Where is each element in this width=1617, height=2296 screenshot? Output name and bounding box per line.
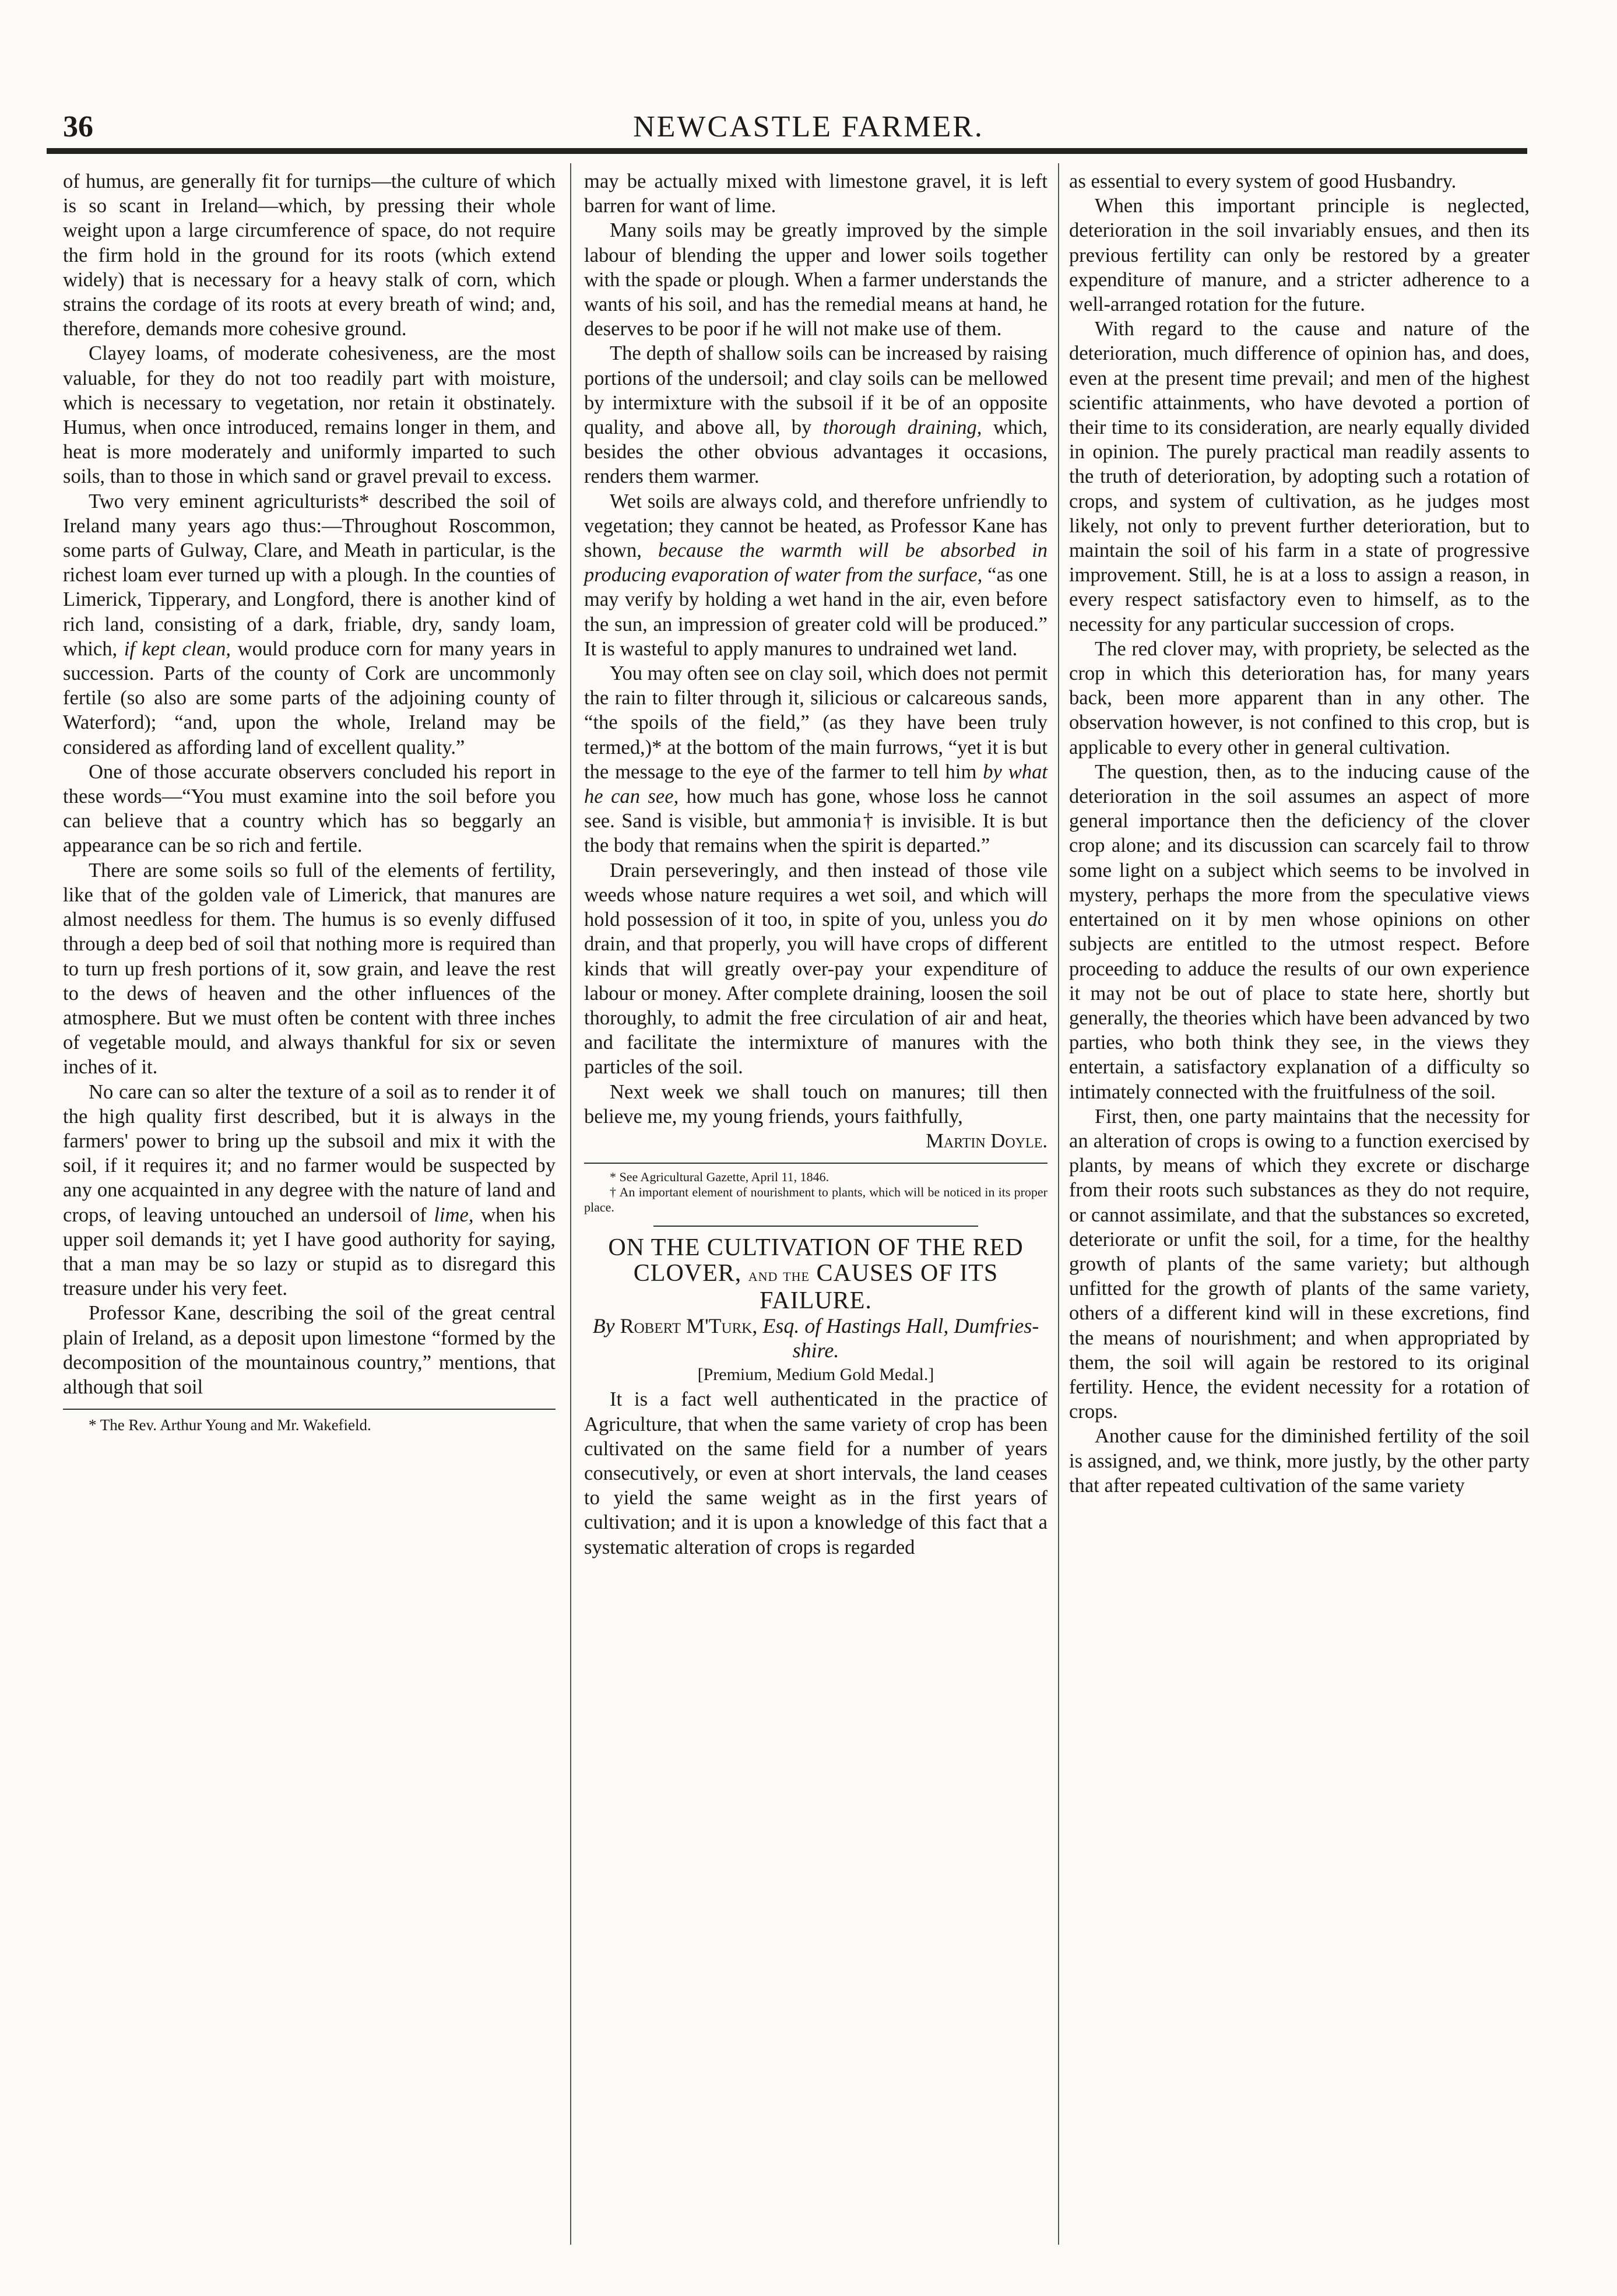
- premium-note: [Premium, Medium Gold Medal.]: [697, 1365, 934, 1385]
- paragraph: Another cause for the diminished fertility of the soil is assigned, and, we think, more justly, by the other party that after repeated cultivation of the same variety: [1069, 1425, 1530, 1497]
- running-title: NEWCASTLE FARMER.: [633, 110, 984, 143]
- paragraph: Clayey loams, of moderate cohesiveness, are the most valuable, for they do not too readily part with moisture, which is necessary to vegetation, nor retain it obstinately. Humus, when once introduced, remains longer in them, and heat is more moderately and uniformly imparted to such soils, than to those in which sand or gravel prevail to excess.: [63, 342, 556, 488]
- paragraph: The red clover may, with propriety, be selected as the crop in which this deterioration has, for many years back, been more apparent than in any other. The observation however, is not confined to this crop, but is applicable to every other in general cultivation.: [1069, 637, 1530, 759]
- paragraph: There are some soils so full of the elements of fertility, like that of the golden vale of Limerick, that manures are almost needless for them. The humus is so evenly diffused through a deep bed of soil that nothing more is required than to turn up fresh portions of it, sow grain, and leave the rest to the dews of heaven and the other influences of the atmosphere. But we must often be content with three inches of vegetable mould, and always thankful for six or seven inches of it.: [63, 859, 556, 1079]
- footnote: * See Agricultural Gazette, April 11, 1846.: [610, 1170, 829, 1185]
- paragraph: When this important principle is neglected, deterioration in the soil invariably ensues, and then its previous fertility can only be restored by a greater expenditure of manure, and a stricter adherence to a well-arranged rotation for the future.: [1069, 195, 1530, 316]
- paragraph: The depth of shallow soils can be increased by raising portions of the undersoil; and clay soils can be mellowed by intermixture with the subsoil if it be of an opposite quality, and above all, by thorough draining, which, besides the other obvious advantages it occasions, renders them warmer.: [584, 342, 1047, 488]
- column-2: [584, 169, 1047, 1560]
- footnote: † An important element of nourishment to plants, which will be noticed in its proper place.: [584, 1185, 1047, 1215]
- signature: Martin Doyle.: [926, 1129, 1047, 1152]
- paragraph: The question, then, as to the inducing cause of the deterioration in the soil assumes an aspect of more general importance then the deficiency of the clover crop alone; and its discussion can scarcely fail to throw some light on a subject which seems to be involved in mystery, perhaps the more from the speculative views entertained on it by men whose opinions on other subjects are entitled to the utmost respect. Before proceeding to adduce the results of our own experience it may not be out of place to state here, shortly but generally, the theories which have been advanced by two parties, who both think they see, in the views they entertain, a satisfactory explanation of a difficulty so intimately connected with the fruitfulness of the soil.: [1069, 760, 1530, 1103]
- paragraph: First, then, one party maintains that the necessity for an alteration of crops is owing to a function exercised by plants, by means of which they excrete or discharge from their roots such substances as they do not require, or cannot assimilate, and that the substances so excreted, deteriorate or unfit the soil, for a time, for the healthy growth of plants of the same variety; but although unfitted for the growth of plants of the same variety, others of a different kind will in these excretions, find the means of nourishment; and when appropriated by them, the soil will again be restored to its original fertility. Hence, the evident necessity for a rotation of crops.: [1069, 1105, 1530, 1423]
- column-3: [1069, 169, 1530, 1498]
- paragraph: Professor Kane, describing the soil of the great central plain of Ireland, as a deposit upon limestone “formed by the decomposition of the mountainous country,” mentions, that although that soil: [63, 1302, 556, 1398]
- paragraph: Many soils may be greatly improved by the simple labour of blending the upper and lower soils together with the spade or plough. When a farmer understands the wants of his soil, and has the remedial means at hand, he deserves to be poor if he will not make use of them.: [584, 219, 1047, 340]
- paragraph: of humus, are generally fit for turnips—the culture of which is so scant in Ireland—which, by pressing their whole weight upon a large circumference of space, do not require the firm hold in the ground for its roots (which extend widely) that is necessary for a heavy stalk of corn, which strains the cordage of its roots at every breath of wind; and, therefore, demands more cohesive ground.: [63, 170, 556, 340]
- article-byline: By Robert M'Turk, Esq. of Hastings Hall, Dumfries-shire.: [592, 1314, 1039, 1363]
- column-divider-2: [1058, 163, 1059, 2245]
- paragraph: Two very eminent agriculturists* described the soil of Ireland many years ago thus:—Throughout Roscommon, some parts of Gulway, Clare, and Meath in particular, is the richest loam ever turned up with a plough. In the counties of Limerick, Tipperary, and Longford, there is another kind of rich land, consisting of a dark, friable, dry, sandy loam, which, if kept clean, would produce corn for many years in succession. Parts of the county of Cork are uncommonly fertile (so also are some parts of the adjoining county of Waterford); “and, upon the whole, Ireland may be considered as affording land of excellent quality.”: [63, 490, 556, 759]
- column-1: [63, 169, 556, 1434]
- header-rule: [47, 148, 1527, 154]
- paragraph: You may often see on clay soil, which does not permit the rain to filter through it, silicious or calcareous sands, “the spoils of the field,” (as they have been truly termed,)* at the bottom of the main furrows, “yet it is but the message to the eye of the farmer to tell him by what he can see, how much has gone, whose loss he cannot see. Sand is visible, but ammonia† is invisible. It is but the body that remains when the spirit is departed.”: [584, 662, 1047, 857]
- column-divider-1: [570, 163, 571, 2245]
- article-title: ON THE CULTIVATION OF THE RED CLOVER, and the CAUSES OF ITS FAILURE.: [608, 1234, 1024, 1315]
- paragraph: may be actually mixed with limestone gravel, it is left barren for want of lime.: [584, 170, 1047, 217]
- paragraph: as essential to every system of good Husbandry.: [1069, 170, 1457, 192]
- paragraph: One of those accurate observers concluded his report in these words—“You must examine into the soil before you can believe that a country which has so beggarly an appearance can be so rich and fertile.: [63, 760, 556, 857]
- page-number: 36: [63, 110, 93, 143]
- paragraph: Drain perseveringly, and then instead of those vile weeds whose nature requires a wet soil, and which will hold possession of it too, in spite of you, unless you do drain, and that properly, you will have crops of different kinds that will greatly over-pay your expenditure of labour or money. After complete draining, loosen the soil thoroughly, to admit the free circulation of air and heat, and facilitate the intermixture of manures with the particles of the soil.: [584, 859, 1047, 1079]
- footnote-rule: [584, 1163, 1047, 1164]
- footnote: * The Rev. Arthur Young and Mr. Wakefield.: [89, 1416, 371, 1434]
- section-rule: [653, 1226, 978, 1227]
- paragraph: Wet soils are always cold, and therefore unfriendly to vegetation; they cannot be heated, as Professor Kane has shown, because the warmth will be absorbed in producing evaporation of water from the surface, “as one may verify by holding a wet hand in the air, even before the sun, an impression of greater cold will be produced.” It is wasteful to apply manures to undrained wet land.: [584, 490, 1047, 660]
- paragraph: Next week we shall touch on manures; till then believe me, my young friends, yours faithfully,: [584, 1080, 1047, 1128]
- paragraph: No care can so alter the texture of a soil as to render it of the high quality first described, but it is always in the farmers' power to bring up the subsoil and mix it with the soil, if it requires it; and no farmer would be suspected by any one acquainted in any degree with the nature of land and crops, of leaving untouched an undersoil of lime, when his upper soil demands it; yet I have good authority for saying, that a man may be so lazy or stupid as to disregard this treasure under his very feet.: [63, 1080, 556, 1300]
- footnote-rule: [63, 1409, 556, 1410]
- paragraph: With regard to the cause and nature of the deterioration, much difference of opinion has, and does, even at the present time prevail; and men of the highest scientific attainments, who have devoted a portion of their time to its consideration, are nearly equally divided in opinion. The purely practical man readily assents to the truth of deterioration, by adopting such a rotation of crops, and system of cultivation, as he judges most likely, not only to prevent further deterioration, but to maintain the soil of his farm in a state of progressive improvement. Still, he is at a loss to assign a reason, in every respect satisfactory even to himself, as to the necessity for any particular succession of crops.: [1069, 318, 1530, 636]
- paragraph: It is a fact well authenticated in the practice of Agriculture, that when the same variety of crop has been cultivated on the same field for a number of years consecutively, or even at short intervals, the land ceases to yield the same weight as in the first years of cultivation; and it is upon a knowledge of this fact that a systematic alteration of crops is regarded: [584, 1388, 1047, 1558]
